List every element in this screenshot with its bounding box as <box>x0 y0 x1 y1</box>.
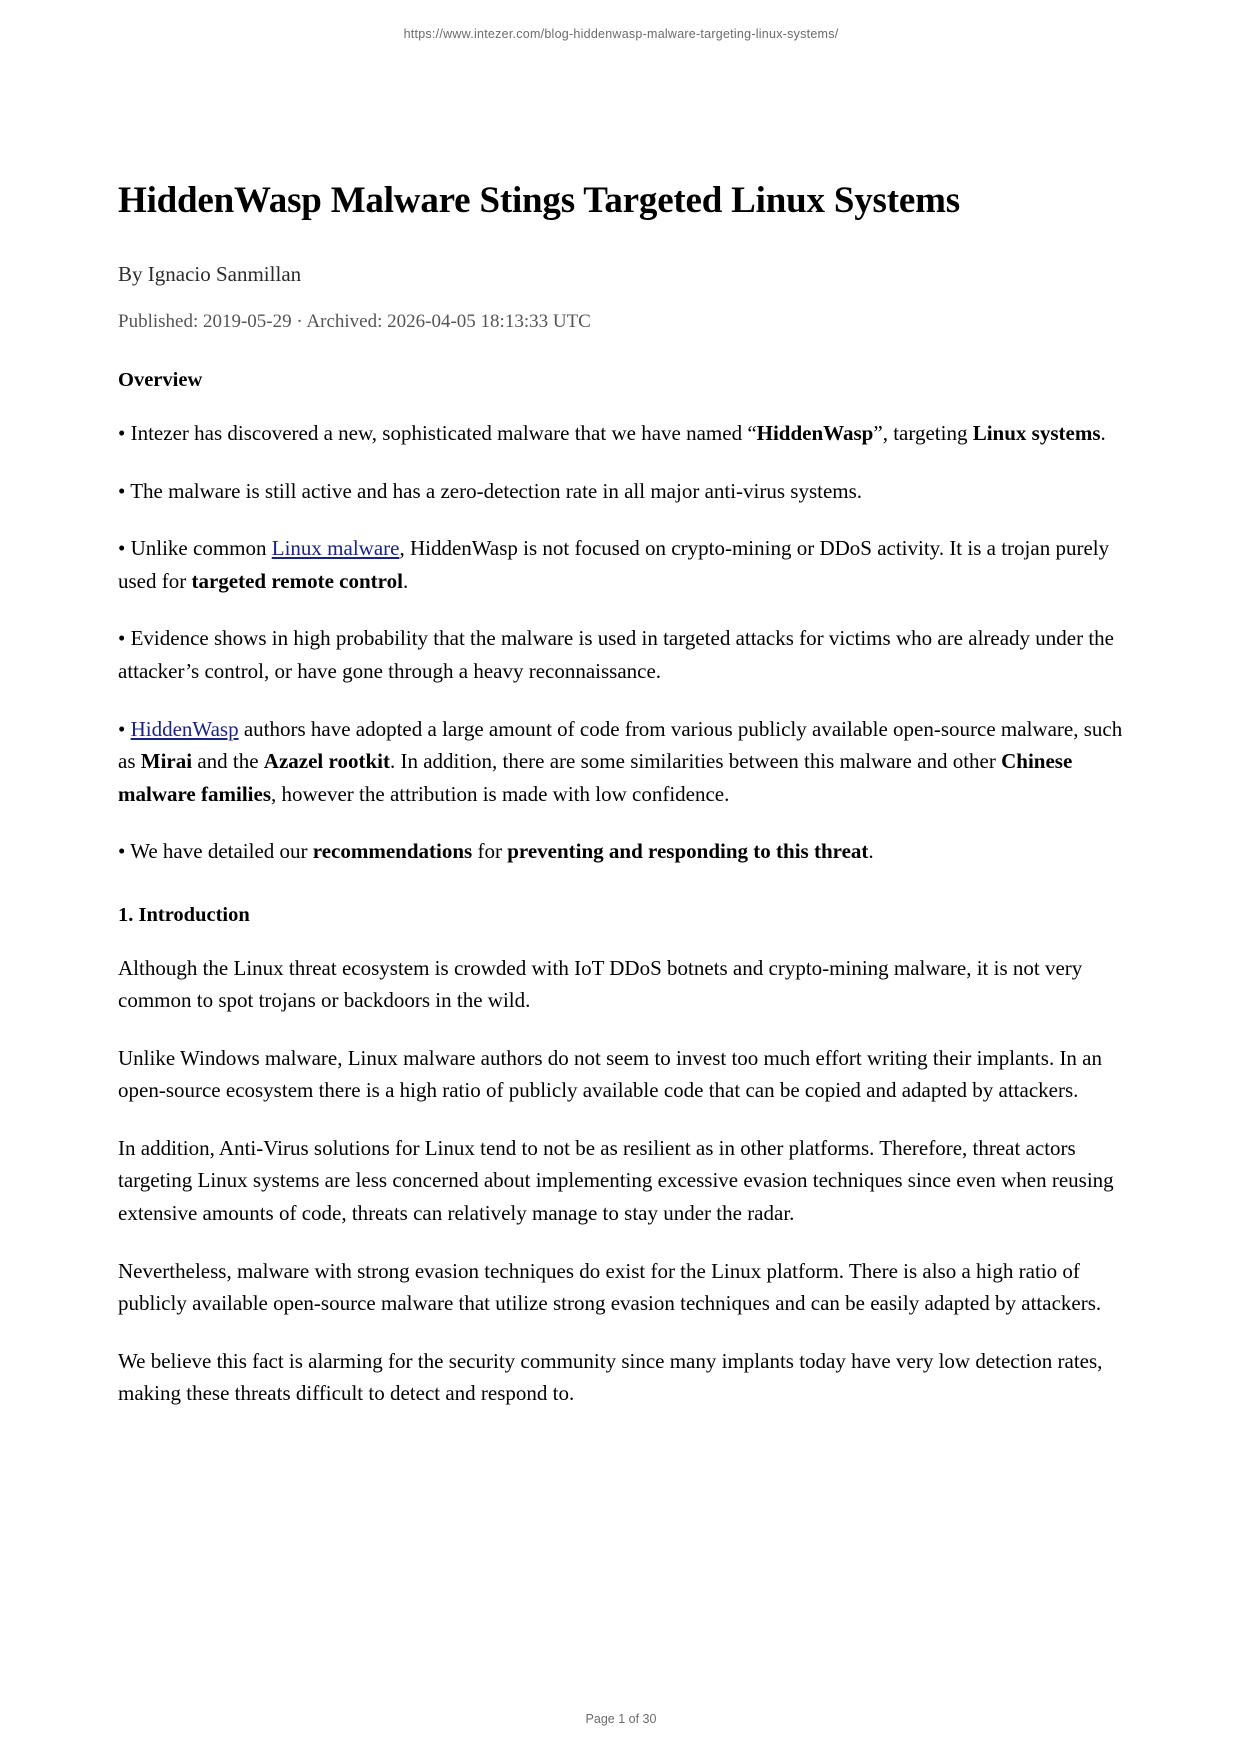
body-text: and the <box>192 749 264 774</box>
introduction-heading: 1. Introduction <box>118 903 250 926</box>
author-byline: By Ignacio Sanmillan <box>118 262 302 287</box>
body-paragraph: We believe this fact is alarming for the security community since many implants today have very low detection rates, making these threats difficult to detect and respond to. <box>118 1348 1103 1406</box>
overview-bullet <box>118 622 1128 687</box>
body-text: • The malware is still active and has a zero-detection rate in all major anti-virus systems. <box>118 478 863 503</box>
overview-bullet <box>118 532 1128 597</box>
body-text: , HiddenWasp is not focused on crypto-mining or DDoS activity. It is a trojan purely used for <box>118 536 1110 593</box>
source-url: https://www.intezer.com/blog-hiddenwasp-malware-targeting-linux-systems/ <box>403 27 839 41</box>
body-text: • <box>118 716 131 741</box>
body-text: . <box>402 568 409 593</box>
document-content <box>118 178 1128 1410</box>
overview-bullets <box>118 417 1128 867</box>
emphasis-text: Chinese malware families <box>118 749 1073 806</box>
emphasis-text: Linux systems <box>972 421 1101 446</box>
body-paragraph: Nevertheless, malware with strong evasion techniques do exist for the Linux platform. There is also a high ratio of publicly available open-source malware that utilize strong evasion techniques and can be easily adapted by attackers. <box>118 1258 1102 1316</box>
body-text: • We have detailed our <box>118 839 313 864</box>
overview-bullet <box>118 475 1128 508</box>
body-paragraph: Although the Linux threat ecosystem is crowded with IoT DDoS botnets and crypto-mining malware, it is not very common to spot trojans or backdoors in the wild. <box>118 955 1083 1013</box>
body-text: • Unlike common <box>118 536 272 561</box>
body-text: ”, targeting <box>873 421 973 446</box>
overview-heading: Overview <box>118 369 203 392</box>
body-text: , however the attribution is made with low confidence. <box>271 781 730 806</box>
body-text: authors have adopted a large amount of code from various publicly available open-source malware, such as <box>118 716 1123 774</box>
inline-link[interactable]: Linux malware <box>271 536 400 561</box>
body-text: . In addition, there are some similarities between this malware and other <box>389 749 1002 774</box>
emphasis-text: preventing and responding to this threat <box>507 839 869 864</box>
emphasis-text: HiddenWasp <box>756 421 874 446</box>
overview-bullet <box>118 835 1128 868</box>
body-text: • Evidence shows in high probability that the malware is used in targeted attacks for victims who are already under the attacker’s control, or have gone through a heavy reconnaissance. <box>118 626 1115 683</box>
inline-link[interactable]: HiddenWasp <box>130 716 239 741</box>
emphasis-text: targeted remote control <box>191 568 403 593</box>
introduction-paragraphs <box>118 952 1128 1410</box>
emphasis-text: recommendations <box>312 839 473 864</box>
overview-bullet <box>118 417 1128 450</box>
page-title: HiddenWasp Malware Stings Targeted Linux Systems <box>118 180 960 221</box>
body-paragraph: Unlike Windows malware, Linux malware authors do not seem to invest too much effort writing their implants. In an open-source ecosystem there is a high ratio of publicly available code that can be copied and adapted by attackers. <box>118 1045 1103 1103</box>
body-text: for <box>472 839 508 864</box>
emphasis-text: Mirai <box>140 749 193 774</box>
publication-info: Published: 2019-05-29 · Archived: 2026-04-05 18:13:33 UTC <box>118 311 591 333</box>
overview-bullet <box>118 713 1128 811</box>
body-text: . <box>1100 421 1106 446</box>
body-text: . <box>868 839 874 864</box>
body-paragraph: In addition, Anti-Virus solutions for Linux tend to not be as resilient as in other platforms. Therefore, threat actors targeting Linux systems are less concerned about implementing excessive evasion techniques since even when reusing extensive amounts of code, threats can relatively manage to stay under the radar. <box>118 1135 1114 1225</box>
page-footer: Page 1 of 30 <box>585 1712 657 1726</box>
body-text: • Intezer has discovered a new, sophisticated malware that we have named “ <box>118 421 757 446</box>
emphasis-text: Azazel rootkit <box>263 749 390 774</box>
